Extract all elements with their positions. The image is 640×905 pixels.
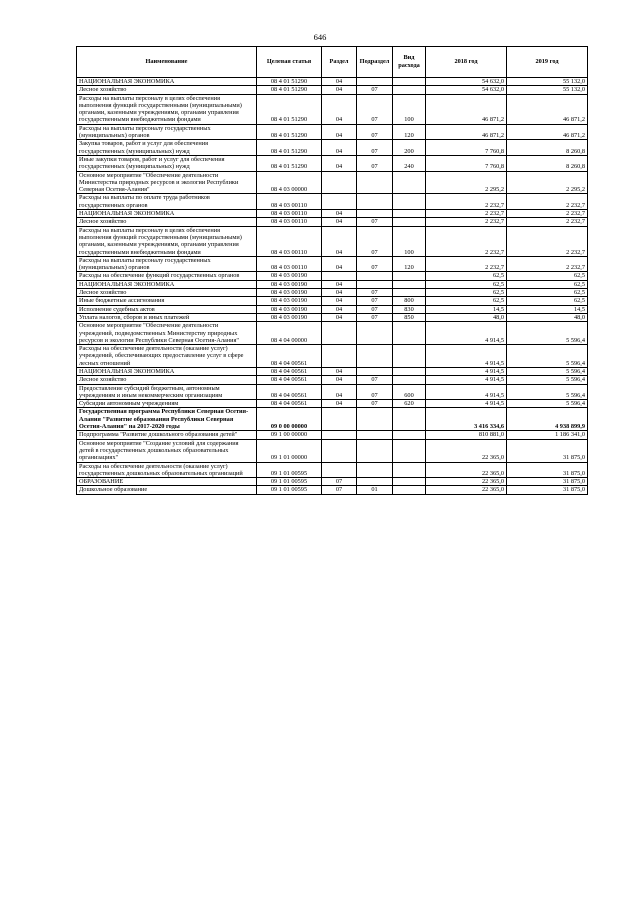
- row-expense-type: [393, 345, 426, 368]
- row-subsection: [357, 78, 393, 86]
- row-name: Предоставление субсидий бюджетным, автономным учреждениям и иным некоммерческим организациям: [77, 384, 257, 400]
- row-subsection: [357, 462, 393, 478]
- table-row: [77, 462, 588, 478]
- row-amount-2018: 22 365,0: [426, 462, 507, 478]
- row-amount-2019: 62,5: [507, 289, 588, 297]
- row-amount-2019: 48,0: [507, 313, 588, 321]
- row-expense-type: 830: [393, 305, 426, 313]
- row-amount-2018: 62,5: [426, 297, 507, 305]
- row-amount-2019: 62,5: [507, 280, 588, 288]
- table-row: [77, 256, 588, 272]
- row-subsection: 07: [357, 297, 393, 305]
- row-target: 08 4 03 00000: [257, 171, 322, 194]
- row-amount-2018: 22 365,0: [426, 478, 507, 486]
- row-name: Расходы на выплаты по оплате труда работников государственных органов: [77, 194, 257, 210]
- row-amount-2019: 5 596,4: [507, 322, 588, 345]
- table-row: [77, 194, 588, 210]
- budget-table: [76, 46, 588, 495]
- row-name: Расходы на обеспечение деятельности (оказание услуг) учреждений, обеспечивающих предоставление услуг в сфере лесных отношений: [77, 345, 257, 368]
- row-amount-2019: 5 596,4: [507, 367, 588, 375]
- row-amount-2019: 1 186 341,0: [507, 431, 588, 439]
- row-expense-type: [393, 171, 426, 194]
- row-amount-2018: 4 914,5: [426, 367, 507, 375]
- row-target: 08 4 03 00190: [257, 272, 322, 280]
- row-target: 08 4 03 00190: [257, 280, 322, 288]
- row-amount-2018: 46 871,2: [426, 94, 507, 124]
- row-name: НАЦИОНАЛЬНАЯ ЭКОНОМИКА: [77, 210, 257, 218]
- row-expense-type: [393, 210, 426, 218]
- row-target: 08 4 01 51290: [257, 140, 322, 156]
- row-target: 08 4 01 51290: [257, 94, 322, 124]
- row-amount-2018: 4 914,5: [426, 376, 507, 384]
- row-subsection: [357, 408, 393, 431]
- row-section: 04: [322, 218, 357, 226]
- row-amount-2019: 2 232,7: [507, 226, 588, 256]
- row-target: 08 4 03 00110: [257, 210, 322, 218]
- row-amount-2019: 2 232,7: [507, 218, 588, 226]
- row-target: 08 4 04 00000: [257, 322, 322, 345]
- row-target: 08 4 03 00110: [257, 194, 322, 210]
- row-target: 08 4 01 51290: [257, 78, 322, 86]
- header-expense-type: Вид расхода: [393, 47, 426, 78]
- row-expense-type: 240: [393, 155, 426, 171]
- row-name: Расходы на обеспечение функций государственных органов: [77, 272, 257, 280]
- row-name: НАЦИОНАЛЬНАЯ ЭКОНОМИКА: [77, 280, 257, 288]
- row-section: [322, 194, 357, 210]
- row-amount-2019: 31 875,0: [507, 478, 588, 486]
- row-amount-2019: 62,5: [507, 297, 588, 305]
- row-subsection: 07: [357, 218, 393, 226]
- row-name: Лесное хозяйство: [77, 376, 257, 384]
- row-name: Расходы на обеспечение деятельности (оказание услуг) государственных дошкольных образовательных организаций: [77, 462, 257, 478]
- row-amount-2019: 8 260,8: [507, 155, 588, 171]
- row-amount-2018: 2 232,7: [426, 194, 507, 210]
- table-row: [77, 86, 588, 94]
- row-target: 08 4 01 51290: [257, 86, 322, 94]
- row-expense-type: 120: [393, 256, 426, 272]
- row-target: 08 4 03 00110: [257, 256, 322, 272]
- row-expense-type: 120: [393, 124, 426, 140]
- row-expense-type: [393, 322, 426, 345]
- row-amount-2018: 810 881,0: [426, 431, 507, 439]
- table-row: [77, 210, 588, 218]
- row-section: 04: [322, 297, 357, 305]
- header-name: Наименование: [77, 47, 257, 78]
- row-amount-2019: 4 938 899,9: [507, 408, 588, 431]
- table-row: [77, 431, 588, 439]
- row-section: 04: [322, 400, 357, 408]
- table-row: [77, 140, 588, 156]
- row-amount-2018: 54 632,0: [426, 78, 507, 86]
- row-subsection: 07: [357, 86, 393, 94]
- row-section: 04: [322, 78, 357, 86]
- header-section: Раздел: [322, 47, 357, 78]
- table-row: [77, 226, 588, 256]
- row-subsection: [357, 431, 393, 439]
- row-expense-type: [393, 439, 426, 462]
- row-amount-2018: 54 632,0: [426, 86, 507, 94]
- row-amount-2018: 7 760,8: [426, 140, 507, 156]
- row-target: 09 1 01 00595: [257, 478, 322, 486]
- row-name: Основное мероприятие "Обеспечение деятельности Министерства природных ресурсов и экологии Республики Северная Осетия-Алания": [77, 171, 257, 194]
- row-expense-type: [393, 78, 426, 86]
- row-subsection: [357, 171, 393, 194]
- table-row: [77, 218, 588, 226]
- row-amount-2019: 14,5: [507, 305, 588, 313]
- row-amount-2019: 55 132,0: [507, 78, 588, 86]
- row-amount-2019: 2 232,7: [507, 256, 588, 272]
- row-target: 09 1 01 00595: [257, 462, 322, 478]
- table-row: [77, 313, 588, 321]
- row-subsection: 07: [357, 305, 393, 313]
- row-name: Лесное хозяйство: [77, 218, 257, 226]
- row-target: 08 4 01 51290: [257, 155, 322, 171]
- row-expense-type: 100: [393, 94, 426, 124]
- row-amount-2019: 2 295,2: [507, 171, 588, 194]
- table-row: [77, 345, 588, 368]
- row-name: Закупка товаров, работ и услуг для обеспечения государственных (муниципальных) нужд: [77, 140, 257, 156]
- row-section: [322, 431, 357, 439]
- row-amount-2018: 14,5: [426, 305, 507, 313]
- row-subsection: [357, 322, 393, 345]
- row-amount-2018: 22 365,0: [426, 439, 507, 462]
- row-name: Расходы на выплаты персоналу государственных (муниципальных) органов: [77, 124, 257, 140]
- row-target: 08 4 03 00190: [257, 305, 322, 313]
- row-expense-type: [393, 431, 426, 439]
- row-amount-2018: 62,5: [426, 280, 507, 288]
- row-expense-type: [393, 478, 426, 486]
- table-row: [77, 367, 588, 375]
- row-amount-2018: 4 914,5: [426, 322, 507, 345]
- row-section: [322, 171, 357, 194]
- table-row: [77, 408, 588, 431]
- row-subsection: 07: [357, 384, 393, 400]
- table-row: [77, 478, 588, 486]
- row-target: 08 4 04 00561: [257, 400, 322, 408]
- row-amount-2018: 7 760,8: [426, 155, 507, 171]
- table-row: [77, 297, 588, 305]
- row-subsection: 07: [357, 376, 393, 384]
- row-name: Подпрограмма "Развитие дошкольного образования детей": [77, 431, 257, 439]
- row-name: Иные бюджетные ассигнования: [77, 297, 257, 305]
- row-name: Основное мероприятие "Создание условий для содержания детей в государственных дошкольных образовательных организациях": [77, 439, 257, 462]
- row-expense-type: 620: [393, 400, 426, 408]
- row-subsection: 01: [357, 486, 393, 494]
- row-subsection: 07: [357, 313, 393, 321]
- row-amount-2019: 31 875,0: [507, 439, 588, 462]
- row-amount-2018: 2 232,7: [426, 210, 507, 218]
- row-target: 08 4 03 00190: [257, 289, 322, 297]
- row-section: [322, 408, 357, 431]
- row-section: 04: [322, 376, 357, 384]
- table-row: [77, 322, 588, 345]
- row-subsection: [357, 210, 393, 218]
- table-row: [77, 400, 588, 408]
- row-target: 09 1 00 00000: [257, 431, 322, 439]
- row-amount-2019: 5 596,4: [507, 384, 588, 400]
- row-name: Лесное хозяйство: [77, 86, 257, 94]
- row-section: 04: [322, 384, 357, 400]
- table-row: [77, 280, 588, 288]
- row-amount-2018: 62,5: [426, 272, 507, 280]
- row-target: 08 4 04 00561: [257, 345, 322, 368]
- row-expense-type: [393, 218, 426, 226]
- row-name: Субсидии автономным учреждениям: [77, 400, 257, 408]
- row-section: [322, 322, 357, 345]
- row-amount-2019: 5 596,4: [507, 376, 588, 384]
- header-target: Целевая статья: [257, 47, 322, 78]
- row-subsection: 07: [357, 94, 393, 124]
- row-name: НАЦИОНАЛЬНАЯ ЭКОНОМИКА: [77, 367, 257, 375]
- header-2019: 2019 год: [507, 47, 588, 78]
- row-section: 04: [322, 280, 357, 288]
- row-amount-2019: 46 871,2: [507, 124, 588, 140]
- row-section: 04: [322, 155, 357, 171]
- row-amount-2018: 2 232,7: [426, 226, 507, 256]
- row-subsection: 07: [357, 124, 393, 140]
- page-number: 646: [313, 32, 327, 42]
- row-section: 04: [322, 226, 357, 256]
- row-section: 07: [322, 486, 357, 494]
- row-target: 08 4 03 00110: [257, 226, 322, 256]
- row-name: Уплата налогов, сборов и иных платежей: [77, 313, 257, 321]
- row-expense-type: [393, 194, 426, 210]
- row-amount-2018: 4 914,5: [426, 384, 507, 400]
- table-row: [77, 486, 588, 494]
- row-name: Расходы на выплаты персоналу государственных (муниципальных) органов: [77, 256, 257, 272]
- table-row: [77, 376, 588, 384]
- row-section: 04: [322, 305, 357, 313]
- row-amount-2019: 31 875,0: [507, 462, 588, 478]
- row-expense-type: [393, 289, 426, 297]
- row-subsection: 07: [357, 256, 393, 272]
- row-target: 08 4 03 00110: [257, 218, 322, 226]
- row-amount-2019: 5 596,4: [507, 345, 588, 368]
- row-amount-2019: 55 132,0: [507, 86, 588, 94]
- row-amount-2018: 22 365,0: [426, 486, 507, 494]
- row-amount-2019: 2 232,7: [507, 194, 588, 210]
- row-section: 04: [322, 124, 357, 140]
- row-target: 08 4 04 00561: [257, 376, 322, 384]
- row-amount-2018: 2 295,2: [426, 171, 507, 194]
- row-amount-2019: 62,5: [507, 272, 588, 280]
- table-row: [77, 305, 588, 313]
- row-name: Расходы на выплаты персоналу в целях обеспечения выполнения функций государственными (муниципальными) органами, казенными учреждениями, органами управления государственными внебюджетными фондами: [77, 226, 257, 256]
- row-subsection: 07: [357, 226, 393, 256]
- row-target: 08 4 03 00190: [257, 313, 322, 321]
- table-row: [77, 155, 588, 171]
- row-section: [322, 439, 357, 462]
- table-row: [77, 439, 588, 462]
- row-expense-type: [393, 272, 426, 280]
- row-section: 04: [322, 367, 357, 375]
- row-amount-2018: 46 871,2: [426, 124, 507, 140]
- row-name: Государственная программа Республики Северная Осетия-Алания "Развитие образования Республики Северная Осетия-Алания" на 2017-2020 годы: [77, 408, 257, 431]
- row-subsection: [357, 272, 393, 280]
- row-name: НАЦИОНАЛЬНАЯ ЭКОНОМИКА: [77, 78, 257, 86]
- row-target: 08 4 03 00190: [257, 297, 322, 305]
- row-amount-2018: 4 914,5: [426, 345, 507, 368]
- row-section: [322, 345, 357, 368]
- row-subsection: [357, 194, 393, 210]
- row-subsection: [357, 478, 393, 486]
- row-subsection: [357, 367, 393, 375]
- row-subsection: 07: [357, 400, 393, 408]
- header-subsection: Подраздел: [357, 47, 393, 78]
- row-name: Основное мероприятие "Обеспечение деятельности учреждений, подведомственных Министерству природных ресурсов и экологии Республики Северная Осетия-Алания": [77, 322, 257, 345]
- row-subsection: [357, 280, 393, 288]
- row-expense-type: [393, 376, 426, 384]
- row-name: ОБРАЗОВАНИЕ: [77, 478, 257, 486]
- row-amount-2018: 62,5: [426, 289, 507, 297]
- row-section: 04: [322, 86, 357, 94]
- row-section: 04: [322, 210, 357, 218]
- row-target: 08 4 04 00561: [257, 384, 322, 400]
- row-expense-type: 800: [393, 297, 426, 305]
- row-amount-2019: 8 260,8: [507, 140, 588, 156]
- row-expense-type: [393, 367, 426, 375]
- row-name: Иные закупки товаров, работ и услуг для обеспечения государственных (муниципальных) нужд: [77, 155, 257, 171]
- row-name: Дошкольное образование: [77, 486, 257, 494]
- row-amount-2019: 2 232,7: [507, 210, 588, 218]
- row-expense-type: 200: [393, 140, 426, 156]
- row-target: 09 0 00 00000: [257, 408, 322, 431]
- row-name: Исполнение судебных актов: [77, 305, 257, 313]
- row-amount-2018: 48,0: [426, 313, 507, 321]
- row-subsection: [357, 345, 393, 368]
- table-row: [77, 289, 588, 297]
- row-section: [322, 272, 357, 280]
- row-expense-type: [393, 86, 426, 94]
- table-row: [77, 384, 588, 400]
- row-section: [322, 462, 357, 478]
- row-amount-2018: 4 914,5: [426, 400, 507, 408]
- row-target: 09 1 01 00595: [257, 486, 322, 494]
- row-section: 04: [322, 140, 357, 156]
- row-section: 04: [322, 289, 357, 297]
- row-section: 04: [322, 256, 357, 272]
- row-amount-2018: 2 232,7: [426, 256, 507, 272]
- row-section: 07: [322, 478, 357, 486]
- table-row: [77, 78, 588, 86]
- table-row: [77, 272, 588, 280]
- row-subsection: [357, 439, 393, 462]
- table-row: [77, 124, 588, 140]
- row-amount-2019: 31 875,0: [507, 486, 588, 494]
- row-expense-type: 850: [393, 313, 426, 321]
- row-subsection: 07: [357, 155, 393, 171]
- table-header-row: [77, 47, 588, 78]
- row-section: 04: [322, 313, 357, 321]
- row-target: 08 4 01 51290: [257, 124, 322, 140]
- row-target: 08 4 04 00561: [257, 367, 322, 375]
- row-expense-type: 600: [393, 384, 426, 400]
- row-name: Расходы на выплаты персоналу в целях обеспечения выполнения функций государственными (муниципальными) органами, казенными учреждениями, органами управления государственными внебюджетными фондами: [77, 94, 257, 124]
- row-name: Лесное хозяйство: [77, 289, 257, 297]
- row-expense-type: [393, 408, 426, 431]
- row-expense-type: 100: [393, 226, 426, 256]
- header-2018: 2018 год: [426, 47, 507, 78]
- table-row: [77, 94, 588, 124]
- row-amount-2018: 2 232,7: [426, 218, 507, 226]
- table-row: [77, 171, 588, 194]
- row-amount-2019: 5 596,4: [507, 400, 588, 408]
- row-expense-type: [393, 280, 426, 288]
- row-section: 04: [322, 94, 357, 124]
- row-subsection: 07: [357, 140, 393, 156]
- row-expense-type: [393, 486, 426, 494]
- row-expense-type: [393, 462, 426, 478]
- row-amount-2019: 46 871,2: [507, 94, 588, 124]
- row-amount-2018: 3 416 334,6: [426, 408, 507, 431]
- row-subsection: 07: [357, 289, 393, 297]
- row-target: 09 1 01 00000: [257, 439, 322, 462]
